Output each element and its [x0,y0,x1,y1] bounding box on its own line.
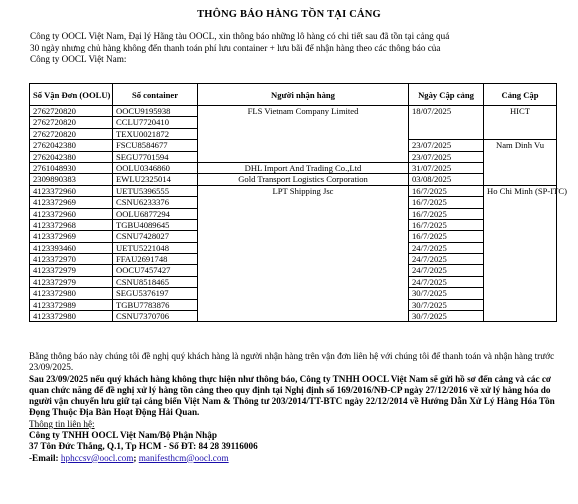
email-separator: ; [133,452,139,463]
cell-arrival-date: 24/7/2025 [409,265,484,276]
cell-container: OOLU0346860 [113,162,198,173]
cell-bl-number: 4123393460 [30,242,113,253]
cell-container: FSCU8584677 [113,140,198,151]
email-link-hphccsv[interactable]: hphccsv@oocl.com [60,452,134,463]
cell-container: EWLU2325014 [113,174,198,185]
cell-arrival-date: 16/7/2025 [409,231,484,242]
intro-line: Công ty OOCL Việt Nam, Đại lý Hãng tàu OOCL, xin thông báo những lô hàng có chi tiết sau đã tồn tại cảng quá [30,31,450,41]
company-name: Công ty TNHH OOCL Việt Nam/Bộ Phận Nhập [29,430,217,441]
cell-arrival-date: 16/7/2025 [409,197,484,208]
header-port: Cảng Cập [484,84,557,106]
cell-bl-number: 2762042380 [30,140,113,151]
table-row [30,174,557,185]
cell-arrival-date: 23/07/2025 [409,140,484,151]
cell-container: TGBU7783876 [113,299,198,310]
cell-container: OOLU6877294 [113,208,198,219]
cell-arrival-date: 24/7/2025 [409,254,484,265]
cell-bl-number: 4123372970 [30,254,113,265]
table-row [30,162,557,173]
footer-notes [29,351,561,464]
cell-arrival-date: 30/7/2025 [409,288,484,299]
cell-arrival-date: 30/7/2025 [409,299,484,310]
cell-bl-number: 2762042380 [30,151,113,162]
cell-container: TGBU4089645 [113,219,198,230]
cell-arrival-date: 16/7/2025 [409,208,484,219]
warning-paragraph: Sau 23/09/2025 nếu quý khách hàng không thực hiện như thông báo, Công ty TNHH OOCL Việt Nam sẽ gửi hồ sơ đến cảng và các cơ quan chức năng để đề nghị xử lý hàng tồn cảng theo quy định tại Nghị định số 169/2016/NĐ-CP ngày 27/12/2016 về xử lý hàng hóa do người vận chuyển lưu giữ tại cảng biển Việt Nam & Thông tư 203/2014/TT-BTC ngày 22/12/2014 về Hướng Dẫn Xử Lý Hàng Hóa Tồn Đọng Thuộc Địa Bàn Hoạt Động Hải Quan. [29,373,555,418]
intro-paragraph [30,31,550,66]
email-link-manifest[interactable]: manifesthcm@oocl.com [138,452,229,463]
cell-arrival-date: 24/7/2025 [409,276,484,287]
header-receiver: Người nhận hàng [198,84,409,106]
cell-bl-number: 2761048930 [30,162,113,173]
table-header-row [30,84,557,106]
table-row [30,106,557,117]
cell-receiver: LPT Shipping Jsc [198,185,409,322]
cell-bl-number: 2762720820 [30,117,113,128]
company-address: 37 Tôn Đức Thắng, Q.1, Tp HCM - Số ĐT: 84 28 39116006 [29,441,258,452]
cell-container: TEXU0021872 [113,128,198,139]
request-paragraph: Bằng thông báo này chúng tôi đề nghị quý khách hàng là người nhận hàng trên vận đơn liên hệ với chúng tôi để thanh toán và nhận hàng trước 23/09/2025. [29,351,555,373]
cell-container: SEGU7701594 [113,151,198,162]
cell-container: SEGU5376197 [113,288,198,299]
cell-arrival-date: 30/7/2025 [409,311,484,322]
cell-bl-number: 4123372979 [30,276,113,287]
cell-container: CSNU7370706 [113,311,198,322]
header-bl-number: Số Vận Đơn (OOLU) [30,84,113,106]
cell-bl-number: 2309890383 [30,174,113,185]
cell-container: OOCU9195938 [113,106,198,117]
cell-bl-number: 4123372960 [30,208,113,219]
document-title: THÔNG BÁO HÀNG TỒN TẠI CẢNG [197,9,381,20]
cell-container: FFAU2691748 [113,254,198,265]
cell-bl-number: 4123372989 [30,299,113,310]
cell-arrival-date: 23/07/2025 [409,151,484,162]
cell-container: CCLU7720410 [113,117,198,128]
cell-bl-number: 4123372968 [30,219,113,230]
cell-arrival-date: 16/7/2025 [409,185,484,196]
cell-bl-number: 4123372969 [30,197,113,208]
cell-port: HICT [484,106,557,140]
intro-line: Công ty OOCL Việt Nam: [30,54,127,65]
header-container: Số container [113,84,198,106]
cell-port: Nam Dinh Vu [484,140,557,186]
cell-bl-number: 4123372969 [30,231,113,242]
cell-receiver: FLS Vietnam Company Limited [198,106,409,163]
cell-container: CSNU6233376 [113,197,198,208]
cell-receiver: Gold Transport Logistics Corporation [198,174,409,185]
cell-container: UETU5221048 [113,242,198,253]
cell-container: OOCU7457427 [113,265,198,276]
cell-container: CSNU7428027 [113,231,198,242]
cell-arrival-date: 31/07/2025 [409,162,484,173]
cell-arrival-date: 03/08/2025 [409,174,484,185]
cell-bl-number: 2762720820 [30,106,113,117]
cell-arrival-date: 24/7/2025 [409,242,484,253]
table-row [30,185,557,196]
cell-arrival-date: 18/07/2025 [409,106,484,140]
cell-container: UETU5396555 [113,185,198,196]
cell-bl-number: 4123372980 [30,288,113,299]
email-line [29,453,561,464]
cell-container: CSNU8518465 [113,276,198,287]
contact-label: Thông tin liên hệ: [29,418,95,429]
email-label: -Email: [29,452,61,463]
cell-bl-number: 2762720820 [30,128,113,139]
cell-port: Ho Chi Minh (SP-ITC) [484,185,557,322]
cell-bl-number: 4123372979 [30,265,113,276]
inventory-table [29,83,567,322]
intro-line: 30 ngày nhưng chủ hàng không đến thanh toán phí lưu container + lưu bãi để nhận hàng theo các thông báo của [30,42,441,53]
cell-arrival-date: 16/7/2025 [409,219,484,230]
cell-bl-number: 4123372980 [30,311,113,322]
cell-bl-number: 4123372960 [30,185,113,196]
cell-receiver: DHL Import And Trading Co.,Ltd [198,162,409,173]
header-arrival-date: Ngày Cập cảng [409,84,484,106]
